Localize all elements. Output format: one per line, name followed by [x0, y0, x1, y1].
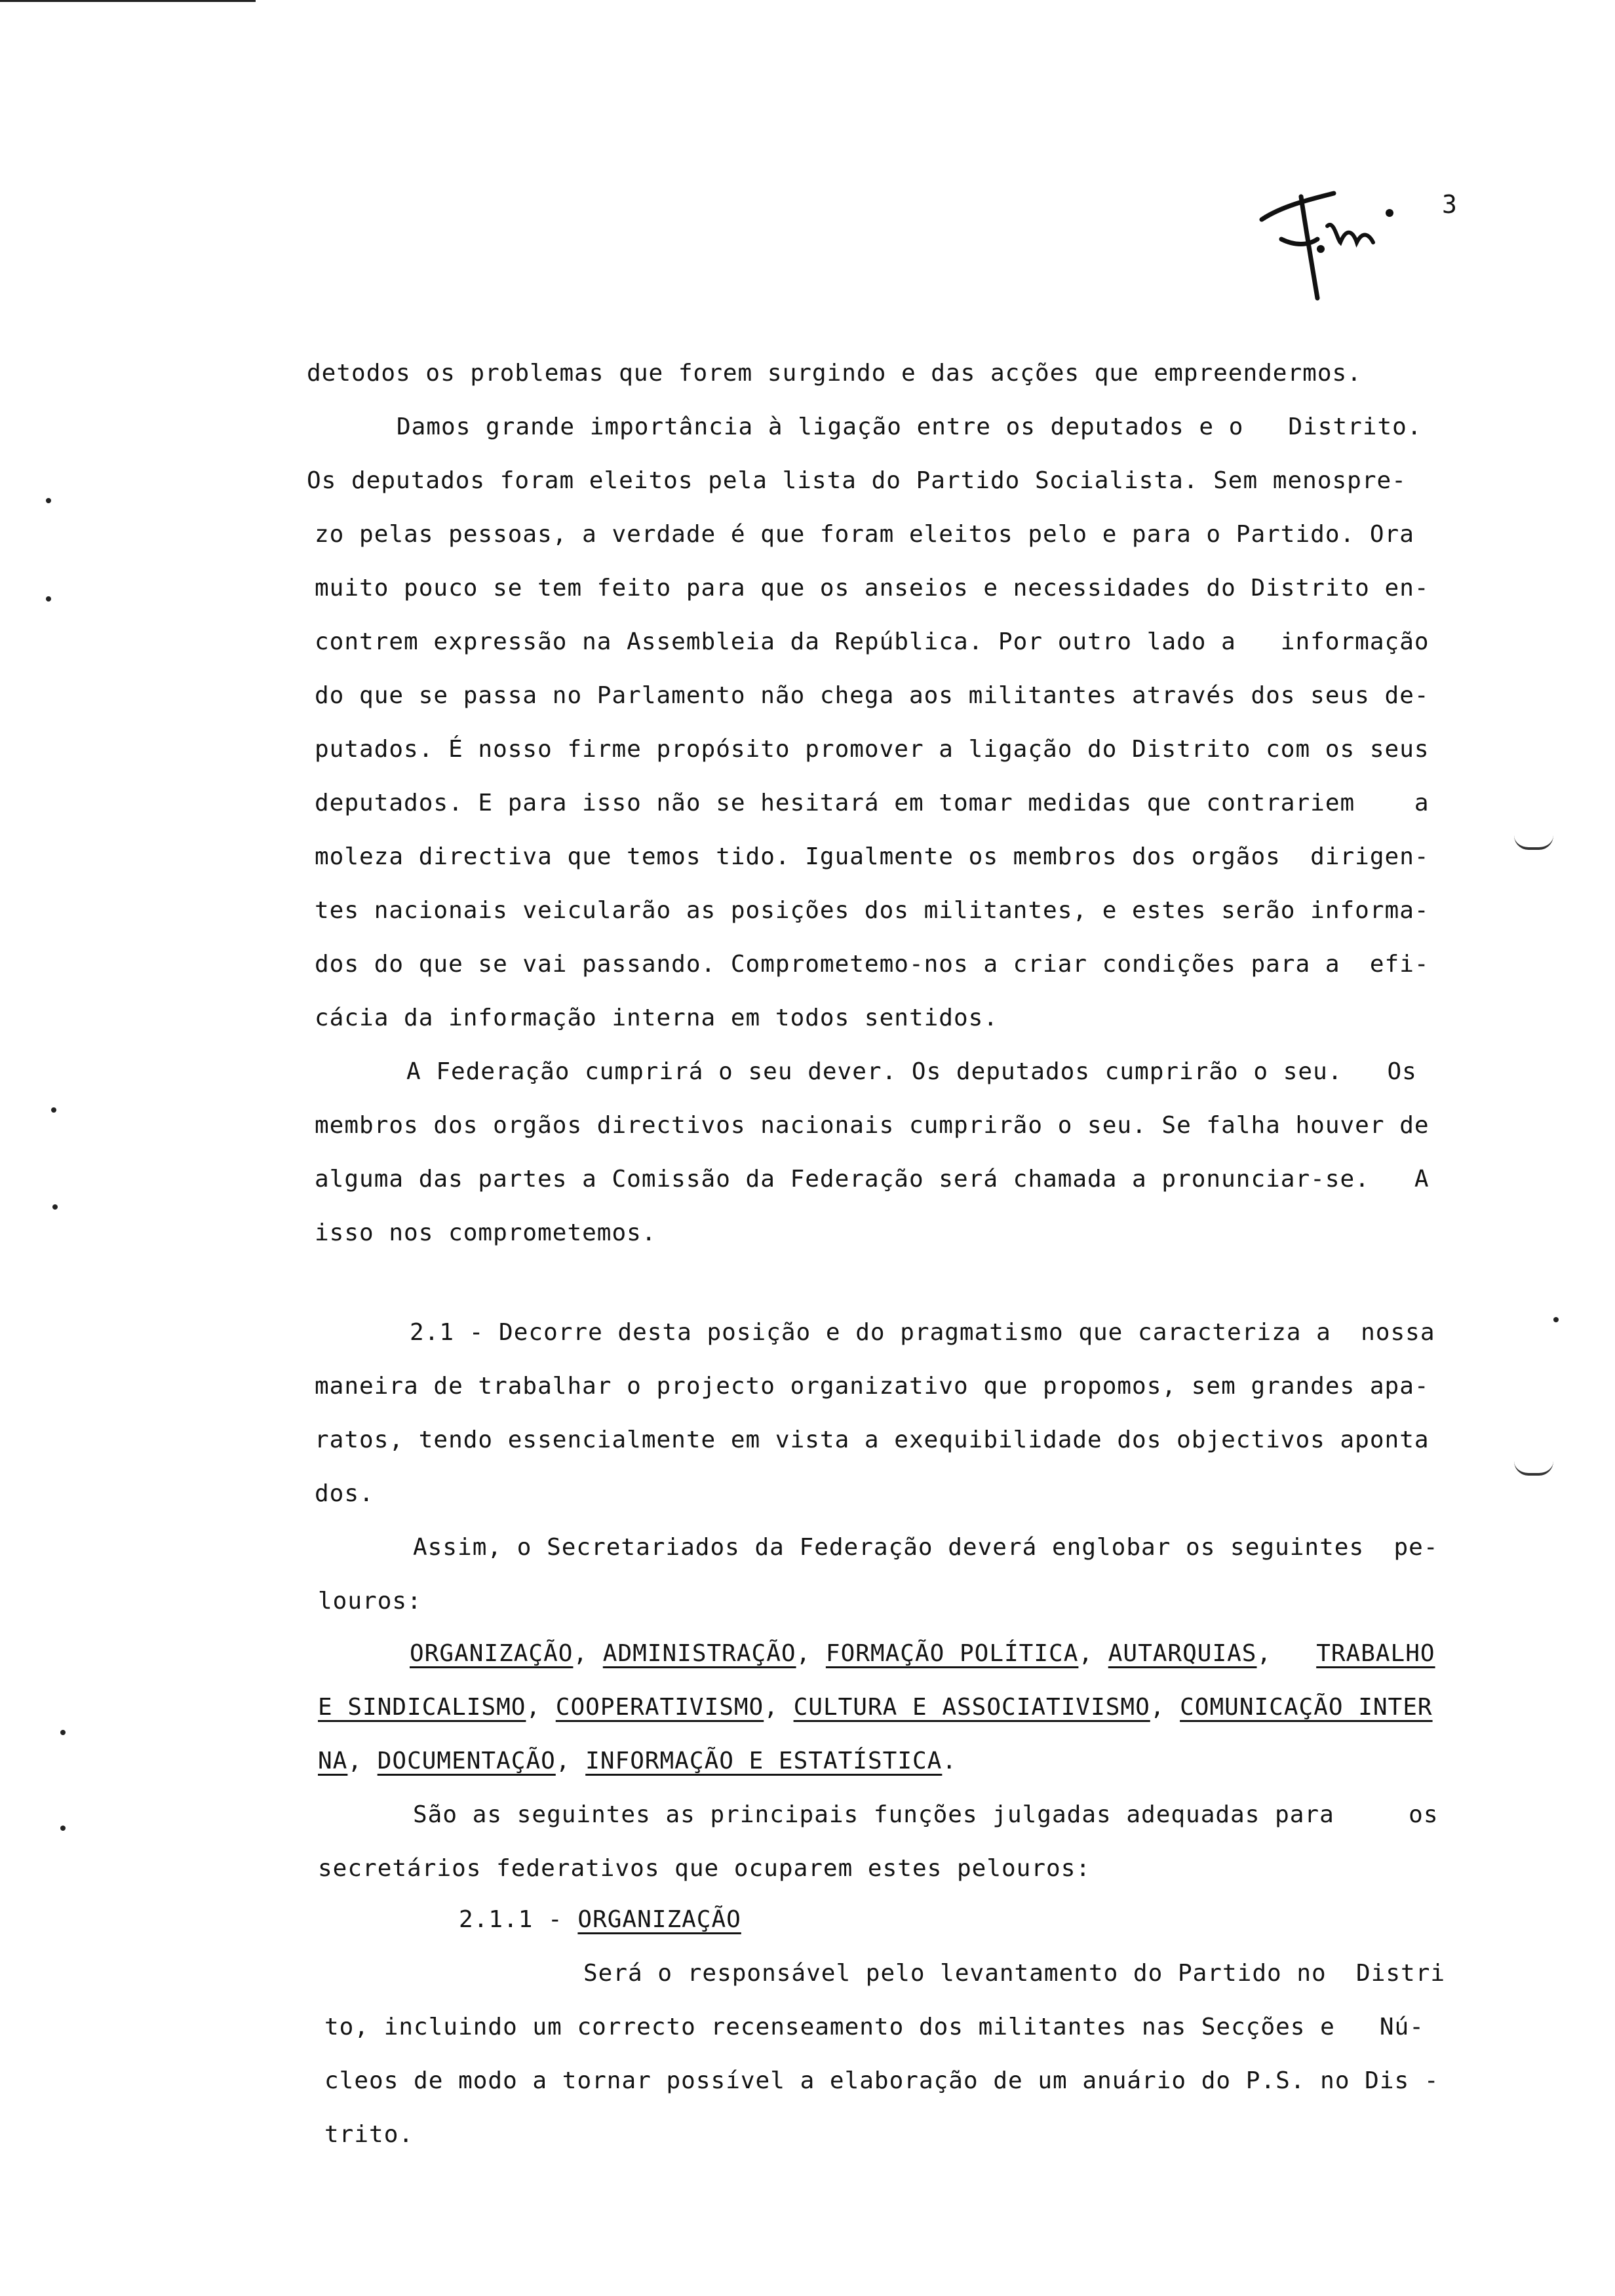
text-line: detodos os problemas que forem surgindo e das acções que empreendermos.	[307, 360, 1362, 387]
pelouro-administracao: ADMINISTRAÇÃO	[602, 1640, 796, 1667]
text-line: zo pelas pessoas, a verdade é que foram eleitos pelo e para o Partido. Ora	[315, 521, 1414, 548]
pelouro-comunicacao: COMUNICAÇÃO INTER	[1180, 1694, 1433, 1721]
text-line: ratos, tendo essencialmente em vista a exequibilidade dos objectivos aponta	[315, 1426, 1430, 1453]
scan-speck	[51, 1107, 56, 1113]
text-line: to, incluindo um correcto recenseamento dos militantes nas Secções e Nú-	[324, 2014, 1424, 2040]
text-line: isso nos comprometemos.	[315, 1219, 657, 1246]
text-line: dos do que se vai passando. Comprometemo-nos a criar condições para a efi-	[315, 951, 1430, 978]
text-line: deputados. E para isso não se hesitará em tomar medidas que contrariem a	[315, 790, 1430, 816]
text-line: contrem expressão na Assembleia da República. Por outro lado a informação	[315, 628, 1430, 655]
text-line: Assim, o Secretariados da Federação deverá englobar os seguintes pe-	[413, 1534, 1439, 1561]
subsection-number: 2.1.1 -	[459, 1906, 563, 1933]
text-line: membros dos orgãos directivos nacionais cumprirão o seu. Se falha houver de	[315, 1112, 1430, 1139]
pelouro-organizacao: ORGANIZAÇÃO	[410, 1640, 574, 1667]
page-number: 3	[1442, 190, 1457, 219]
scan-speck	[60, 1826, 66, 1831]
scan-speck	[46, 498, 51, 503]
pelouro-comunicacao-cont: NA	[318, 1748, 348, 1774]
text-line: Os deputados foram eleitos pela lista do Partido Socialista. Sem menospre-	[307, 467, 1407, 494]
text-line: dos.	[315, 1480, 374, 1507]
text-line: Damos grande importância à ligação entre os deputados e o Distrito.	[397, 413, 1422, 440]
text-line: tes nacionais veicularão as posições dos militantes, e estes serão informa-	[315, 897, 1430, 924]
pelouro-autarquias: AUTARQUIAS	[1108, 1640, 1257, 1667]
text-line: São as seguintes as principais funções julgadas adequadas para os	[413, 1801, 1439, 1828]
subsection-title: ORGANIZAÇÃO	[577, 1906, 741, 1933]
text-line: trito.	[324, 2121, 414, 2148]
text-line: cleos de modo a tornar possível a elaboração de um anuário do P.S. no Dis -	[324, 2067, 1439, 2094]
scan-speck	[1553, 1317, 1559, 1322]
text-line: maneira de trabalhar o projecto organizativo que propomos, sem grandes apa-	[315, 1373, 1430, 1400]
text-line: muito pouco se tem feito para que os anseios e necessidades do Distrito en-	[315, 575, 1430, 602]
handwritten-signature	[1255, 167, 1406, 311]
pelouro-cooperativismo: COOPERATIVISMO	[555, 1694, 764, 1721]
text-line: A Federação cumprirá o seu dever. Os deputados cumprirão o seu. Os	[406, 1058, 1417, 1085]
pelouro-sindicalismo: E SINDICALISMO	[318, 1694, 526, 1721]
text-line: alguma das partes a Comissão da Federação será chamada a pronunciar-se. A	[315, 1166, 1430, 1193]
scan-edge-line	[0, 0, 256, 2]
pelouros-line-2: E SINDICALISMO, COOPERATIVISMO, CULTURA E ASSOCIATIVISMO, COMUNICAÇÃO INTER	[318, 1694, 1433, 1721]
pelouros-line-1: ORGANIZAÇÃO, ADMINISTRAÇÃO, FORMAÇÃO POLÍTICA, AUTARQUIAS, TRABALHO	[410, 1640, 1435, 1667]
pelouro-formacao: FORMAÇÃO POLÍTICA	[825, 1640, 1079, 1667]
text-line: secretários federativos que ocuparem estes pelouros:	[318, 1855, 1091, 1882]
subsection-heading	[459, 1905, 741, 1934]
scan-speck	[60, 1730, 66, 1735]
text-line: putados. É nosso firme propósito promover a ligação do Distrito com os seus	[315, 736, 1430, 763]
text-line: moleza directiva que temos tido. Igualmente os membros dos orgãos dirigen-	[315, 843, 1430, 870]
text-line: Será o responsável pelo levantamento do Partido no Distri	[583, 1960, 1446, 1987]
pelouro-trabalho: TRABALHO	[1316, 1640, 1435, 1667]
scan-mark	[1514, 1461, 1553, 1476]
scan-speck	[46, 596, 51, 602]
pelouro-cultura: CULTURA E ASSOCIATIVISMO	[793, 1694, 1150, 1721]
pelouro-documentacao: DOCUMENTAÇÃO	[377, 1748, 556, 1774]
text-line: louros:	[318, 1588, 422, 1615]
pelouros-line-3: NA, DOCUMENTAÇÃO, INFORMAÇÃO E ESTATÍSTICA.	[318, 1748, 958, 1774]
text-line: do que se passa no Parlamento não chega aos militantes através dos seus de-	[315, 682, 1430, 709]
text-line: 2.1 - Decorre desta posição e do pragmatismo que caracteriza a nossa	[410, 1319, 1435, 1346]
scan-mark	[1514, 835, 1553, 850]
text-line: cácia da informação interna em todos sentidos.	[315, 1004, 998, 1031]
scan-speck	[52, 1204, 58, 1210]
pelouro-informacao: INFORMAÇÃO E ESTATÍSTICA	[585, 1748, 943, 1774]
